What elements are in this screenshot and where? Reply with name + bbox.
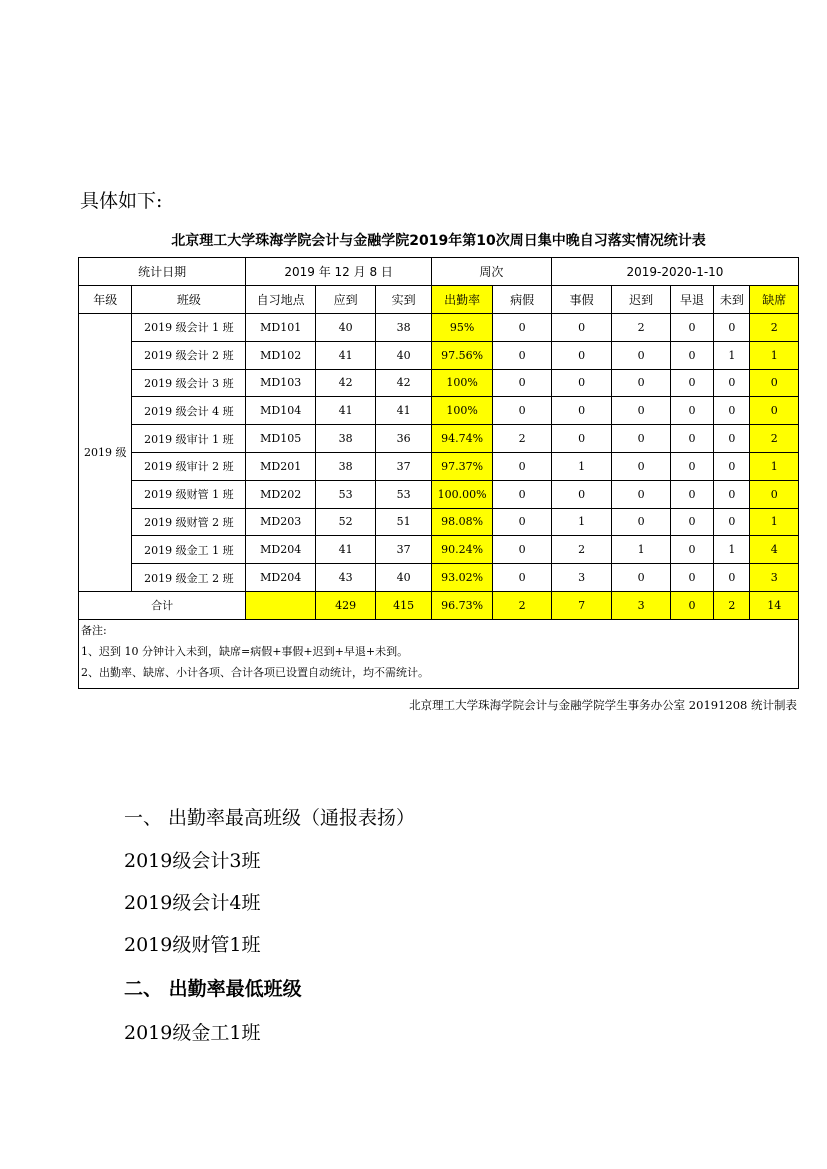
late-cell: 0 [612,397,670,425]
early-cell: 0 [670,508,713,536]
missing-cell: 3 [750,564,799,592]
absent-cell: 1 [714,341,750,369]
col-header-grade: 年级 [79,286,132,314]
location-cell: MD103 [246,369,316,397]
personal-cell: 0 [551,397,611,425]
col-header-missing: 缺席 [750,286,799,314]
col-header-class: 班级 [132,286,246,314]
personal-cell: 3 [551,564,611,592]
sick-cell: 0 [493,508,551,536]
present-cell: 37 [376,452,431,480]
late-cell: 0 [612,508,670,536]
top-class-3: 2019级财管1班 [124,934,261,956]
table-row [79,536,799,564]
present-cell: 37 [376,536,431,564]
total-label: 合计 [79,591,246,619]
total-absent: 2 [714,591,750,619]
due-cell: 38 [315,425,375,453]
sick-cell: 0 [493,341,551,369]
sick-cell: 0 [493,452,551,480]
class-cell: 2019 级会计 2 班 [132,341,246,369]
col-header-early: 早退 [670,286,713,314]
absent-cell: 0 [714,480,750,508]
absent-cell: 0 [714,314,750,342]
grade-cell: 2019 级 [79,314,132,592]
notes-line-2: 2、出勤率、缺席、小计各项、合计各项已设置自动统计，均不需统计。 [81,665,429,679]
late-cell: 0 [612,564,670,592]
class-cell: 2019 级金工 1 班 [132,536,246,564]
date-label: 统计日期 [79,258,246,286]
col-header-due: 应到 [315,286,375,314]
present-cell: 40 [376,564,431,592]
table-row [79,480,799,508]
total-personal: 7 [551,591,611,619]
table-row [79,314,799,342]
class-cell: 2019 级会计 3 班 [132,369,246,397]
table-row [79,425,799,453]
sick-cell: 0 [493,314,551,342]
late-cell: 0 [612,369,670,397]
section-1-heading: 一、 出勤率最高班级（通报表扬） [124,807,416,829]
notes-line-1: 1、迟到 10 分钟计入未到，缺席=病假+事假+迟到+早退+未到。 [81,644,409,658]
date-value: 2019 年 12 月 8 日 [246,258,432,286]
sick-cell: 0 [493,536,551,564]
personal-cell: 1 [551,508,611,536]
late-cell: 0 [612,341,670,369]
rate-cell: 100% [431,397,493,425]
class-cell: 2019 级金工 2 班 [132,564,246,592]
top-class-2: 2019级会计4班 [124,892,261,914]
table-row [79,397,799,425]
rate-cell: 93.02% [431,564,493,592]
class-cell: 2019 级会计 4 班 [132,397,246,425]
early-cell: 0 [670,564,713,592]
due-cell: 40 [315,314,375,342]
table-row [79,341,799,369]
due-cell: 42 [315,369,375,397]
sick-cell: 0 [493,480,551,508]
sick-cell: 0 [493,397,551,425]
due-cell: 53 [315,480,375,508]
personal-cell: 0 [551,369,611,397]
total-present: 415 [376,591,431,619]
early-cell: 0 [670,536,713,564]
due-cell: 38 [315,452,375,480]
total-early: 0 [670,591,713,619]
class-cell: 2019 级财管 1 班 [132,480,246,508]
missing-cell: 1 [750,341,799,369]
total-row [79,591,799,619]
location-cell: MD204 [246,536,316,564]
missing-cell: 2 [750,425,799,453]
early-cell: 0 [670,425,713,453]
total-missing: 14 [750,591,799,619]
absent-cell: 0 [714,397,750,425]
table-row [79,452,799,480]
early-cell: 0 [670,341,713,369]
due-cell: 41 [315,397,375,425]
location-cell: MD101 [246,314,316,342]
table-row [79,508,799,536]
notes-cell [79,619,799,688]
location-cell: MD201 [246,452,316,480]
notes-label: 备注: [81,623,107,637]
missing-cell: 2 [750,314,799,342]
absent-cell: 1 [714,536,750,564]
week-value: 2019-2020-1-10 [551,258,798,286]
table-title: 北京理工大学珠海学院会计与金融学院2019年第10次周日集中晚自习落实情况统计表 [171,233,706,249]
rate-cell: 100.00% [431,480,493,508]
late-cell: 2 [612,314,670,342]
present-cell: 40 [376,341,431,369]
col-header-present: 实到 [376,286,431,314]
early-cell: 0 [670,314,713,342]
col-header-location: 自习地点 [246,286,316,314]
late-cell: 0 [612,480,670,508]
location-cell: MD202 [246,480,316,508]
personal-cell: 0 [551,314,611,342]
missing-cell: 0 [750,397,799,425]
total-due: 429 [315,591,375,619]
rate-cell: 97.56% [431,341,493,369]
total-rate: 96.73% [431,591,493,619]
class-cell: 2019 级审计 1 班 [132,425,246,453]
rate-cell: 97.37% [431,452,493,480]
late-cell: 0 [612,452,670,480]
early-cell: 0 [670,480,713,508]
location-cell: MD102 [246,341,316,369]
personal-cell: 1 [551,452,611,480]
lowest-class-1: 2019级金工1班 [124,1022,261,1044]
header-row-columns [79,286,799,314]
absent-cell: 0 [714,369,750,397]
late-cell: 1 [612,536,670,564]
late-cell: 0 [612,425,670,453]
rate-cell: 98.08% [431,508,493,536]
section-2-heading: 二、 出勤率最低班级 [124,978,302,1000]
week-label: 周次 [431,258,551,286]
notes-row [79,619,799,688]
early-cell: 0 [670,397,713,425]
table-footer-note: 北京理工大学珠海学院会计与金融学院学生事务办公室 20191208 统计制表 [409,698,797,712]
col-header-personal: 事假 [551,286,611,314]
location-cell: MD204 [246,564,316,592]
table-row [79,369,799,397]
present-cell: 38 [376,314,431,342]
rate-cell: 95% [431,314,493,342]
rate-cell: 100% [431,369,493,397]
col-header-sick: 病假 [493,286,551,314]
absent-cell: 0 [714,564,750,592]
sick-cell: 0 [493,564,551,592]
header-row-date [79,258,799,286]
class-cell: 2019 级会计 1 班 [132,314,246,342]
early-cell: 0 [670,452,713,480]
early-cell: 0 [670,369,713,397]
absent-cell: 0 [714,425,750,453]
total-sick: 2 [493,591,551,619]
class-cell: 2019 级审计 2 班 [132,452,246,480]
sick-cell: 0 [493,369,551,397]
due-cell: 41 [315,536,375,564]
location-cell: MD105 [246,425,316,453]
due-cell: 41 [315,341,375,369]
present-cell: 53 [376,480,431,508]
intro-text: 具体如下: [80,190,163,212]
missing-cell: 0 [750,480,799,508]
absent-cell: 0 [714,508,750,536]
table-row [79,564,799,592]
personal-cell: 0 [551,425,611,453]
class-cell: 2019 级财管 2 班 [132,508,246,536]
total-late: 3 [612,591,670,619]
total-location-cell [246,591,316,619]
present-cell: 36 [376,425,431,453]
col-header-absent: 未到 [714,286,750,314]
present-cell: 51 [376,508,431,536]
location-cell: MD104 [246,397,316,425]
missing-cell: 1 [750,452,799,480]
top-class-1: 2019级会计3班 [124,850,261,872]
sick-cell: 2 [493,425,551,453]
missing-cell: 4 [750,536,799,564]
missing-cell: 1 [750,508,799,536]
col-header-late: 迟到 [612,286,670,314]
present-cell: 41 [376,397,431,425]
location-cell: MD203 [246,508,316,536]
present-cell: 42 [376,369,431,397]
personal-cell: 0 [551,341,611,369]
attendance-table [78,257,799,689]
personal-cell: 2 [551,536,611,564]
rate-cell: 94.74% [431,425,493,453]
due-cell: 52 [315,508,375,536]
rate-cell: 90.24% [431,536,493,564]
missing-cell: 0 [750,369,799,397]
col-header-rate: 出勤率 [431,286,493,314]
absent-cell: 0 [714,452,750,480]
personal-cell: 0 [551,480,611,508]
due-cell: 43 [315,564,375,592]
